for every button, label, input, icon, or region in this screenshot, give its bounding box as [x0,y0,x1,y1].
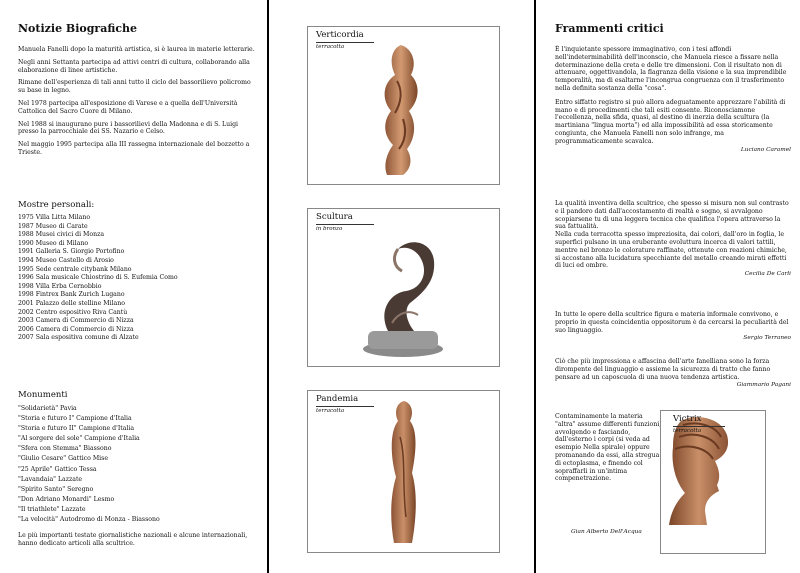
artwork-card-victrix [660,410,766,554]
left-column [0,0,268,573]
biography-title: Notizie Biografiche [18,22,138,35]
list-item: 1998 Fintrex Bank Zurich Lugano [18,291,125,299]
artwork-title: Victrix [673,414,702,424]
list-item: 1995 Sede centrale citybank Milano [18,265,132,273]
artwork-material: terracotta [673,426,725,434]
list-item: 2006 Camera di Commercio di Nizza [18,325,134,333]
list-item: 2002 Centro espositivo Riva Cantù [18,308,128,316]
list-item: 1991 Galleria S. Giorgio Portofino [18,248,125,256]
critique-paragraph: È l'inquietante spessore immaginativo, con i tesi affondi nell'indeterminabilità dell'inconscio, che Manuela riesce a fissare nella determinazione della creta e delle tre dimensioni. Con il risultato non di attenuare, oggettivandola, la flagranza della visione e la sua imprendibile temporalità, ma di esaltarne l'incongrua congruenza con il trasferimento nella definita sostanza della "cosa". [555,46,787,92]
list-item: 1998 Villa Erba Cernobbio [18,282,102,290]
critique-author: Giammario Pagani [736,382,791,389]
verticordia-sculpture-image [373,41,433,181]
list-item: 1994 Museo Castello di Arosio [18,256,114,264]
list-item: 2003 Camera di Commercio di Nizza [18,317,134,325]
list-item: 2007 Sala espositiva comune di Alzate [18,334,139,342]
exhibitions-list [18,214,258,343]
list-item: "25 Aprile" Gattico Tessa [18,465,97,473]
critique-paragraph: La qualità inventiva della scultrice, che spesso si misura non sul contrasto e il pandoro dati dall'accostamento di realtà e sogno, si avvalgono scopiarsene tu di una leggera tecnica che qualifica l'opera attraverso la sua fattualità. [555,200,789,231]
critique-paragraph: Entro siffatto registro si può allora adeguatamente apprezzare l'abilità di mano e di procedimenti che tali esiti consente. Riconosciamone l'eccellenza, nella sfida, quasi, al destino di inerzia della scultura (la martiniana "lingua morta") ed alla impossibilità ad essa storicamente congiunta, che Manuela Fanelli non solo infrange, ma programmaticamente scavalca. [555,98,786,145]
critiques-title: Frammenti critici [555,22,664,35]
list-item: 1990 Museo di Milano [18,239,89,247]
list-item: "Sfera con Stemma" Biassono [18,445,112,453]
artwork-card-verticordia [307,26,500,185]
list-item: 1988 Musei civici di Monza [18,231,105,239]
critique-block [555,46,791,154]
artwork-title: Scultura [316,212,353,222]
list-item: "Spirito Santo" Seregno [18,485,94,493]
bio-paragraph: Nel maggio 1995 partecipa alla III rassegna internazionale del bozzetto a Trieste. [18,141,250,156]
list-item: 1975 Villa Litta Milano [18,214,91,221]
right-column [537,0,800,573]
exhibitions-title: Mostre personali: [18,200,95,210]
middle-column [270,0,535,573]
bio-paragraph: Negli anni Settanta partecipa ad attivi centri di cultura, collaborando alla elaborazione di linee artistiche. [18,58,250,74]
list-item: "Solidarietà" Pavia [18,405,77,412]
list-item: "Il triathlete" Lazzate [18,505,86,513]
bio-paragraph: Nel 1978 partecipa all'esposizione di Varese e a quella dell'Università Cattolica del Sacro Cuore di Milano. [18,99,238,115]
bio-paragraph: Manuela Fanelli dopo la maturità artistica, si è laurea in materie letterarie. [18,46,255,53]
list-item: "La velocità" Autodromo di Monza - Biassono [18,516,160,524]
critique-author: Cecilia De Carli [744,271,791,278]
artwork-card-scultura [307,208,500,367]
biography-text [18,46,256,162]
victrix-critique-text: Contaminamente la materia "altra" assume differenti funzioni, avvolgendo e fasciando, dall'esterno i corpi (si veda ad esempio Nella spirale) oppure promanando da essi, alla stregua di ectoplasma, e finendo col sopraffarli in un'intima compenetrazione. [555,413,662,483]
pandemia-sculpture-image [382,397,426,549]
list-item: 1987 Museo di Carate [18,222,88,230]
list-item: 2001 Palazzo delle stelline Milano [18,299,125,307]
list-item: "Al sorgere del sole" Campione d'Italia [18,435,140,443]
artwork-material: terracotta [316,42,374,50]
artwork-card-pandemia [307,390,500,553]
scultura-sculpture-image [348,231,458,361]
list-item: "Lavandaia" Lazzate [18,475,83,483]
critique-author: Luciano Caramel [740,146,791,153]
artwork-title: Pandemia [316,394,359,404]
monuments-list [18,404,258,525]
critique-block [555,200,791,279]
monuments-title: Monumenti [18,390,68,400]
column-divider [267,0,269,573]
critique-paragraph: In tutte le opere della scultrice figura e materia informale convivono, e proprio in questa coincidentia oppositorum è da cercarsi la peculiarità del suo linguaggio. [555,311,789,334]
bio-paragraph: Nel 1988 si inaugurano pure i bassorilievi della Madonna e di S. Luigi presso la parrocchiale dei SS. Nazario e Celso. [18,120,239,136]
list-item: "Don Adriano Monardi" Lesmo [18,495,115,503]
critique-author: Sergio Terraneo [743,335,791,342]
critique-paragraph: Nella cuda terracotta spesso impreziosita, dai colori, dall'oro in foglia, le superfici pulsano in una eruberante evoluttura incerca di valori tattili, mentre nel bronzo le colorature raffinate, ottenute con reazioni chimiche, si accostano alla lucidatura specchiante del metallo creando mirati effetti di luci ed ombre. [555,231,787,270]
list-item: 1996 Sala musicale Chiostrino di S. Eufemia Como [18,274,178,282]
critique-block [555,311,791,343]
list-item: "Storia e futuro II" Campione d'Italia [18,425,135,433]
artwork-title: Verticordia [316,30,364,40]
critique-block [555,358,791,390]
list-item: "Storia e futuro I" Campione d'Italia [18,415,132,423]
list-item: "Giulio Cesare" Gattico Mise [18,455,108,463]
critique-paragraph: Ciò che più impressiona e affascina dell'arte fanelliana sono la forza dirompente del linguaggio e assieme la sicurezza di tratto che fanno pensare ad un caposcuola di una nuova tendenza artistica. [555,358,771,381]
artwork-material: in bronzo [316,224,374,232]
victrix-critique-author: Gian Alberto Dell'Acqua [571,529,642,535]
artwork-material: terracotta [316,406,374,414]
press-note: Le più importanti testate giornalistiche nazionali e alcune internazionali, hanno dedicato articoli alla scultrice. [18,532,248,547]
bio-paragraph: Rimane dell'esperienza di tali anni tutto il ciclo del bassorilievo policromo su base in legno. [18,79,251,95]
